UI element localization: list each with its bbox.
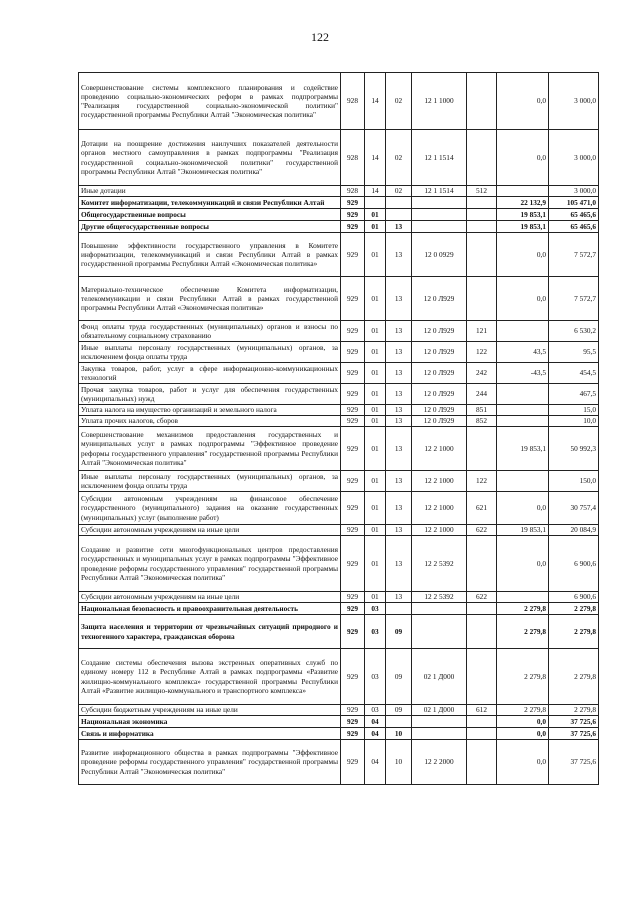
amount-total-cell: 2 279,8 [549,705,599,716]
ministry-code-cell: 929 [341,716,365,728]
target-article-cell [412,209,467,221]
amount-change-cell: 0,0 [497,492,549,525]
amount-total-cell: 6 900,6 [549,536,599,592]
ministry-code-cell: 929 [341,384,365,405]
target-article-cell: 12 0 Л929 [412,277,467,321]
amount-change-cell [497,405,549,416]
subsection-code-cell: 10 [386,728,412,740]
amount-change-cell [497,471,549,492]
target-article-cell: 12 0 Л929 [412,321,467,342]
row-name-cell: Уплата налога на имущество организаций и земельного налога [79,405,341,416]
ministry-code-cell: 929 [341,233,365,277]
amount-change-cell: 2 279,8 [497,705,549,716]
amount-change-cell: 2 279,8 [497,649,549,705]
target-article-cell: 12 0 Л929 [412,363,467,384]
row-name-cell: Иные выплаты персоналу государственных (муниципальных) органов, за исключением фонда оплаты труда [79,342,341,363]
section-code-cell: 01 [365,405,386,416]
amount-total-cell: 3 000,0 [549,130,599,186]
amount-total-cell: 3 000,0 [549,186,599,197]
section-code-cell: 01 [365,342,386,363]
amount-total-cell: 2 279,8 [549,603,599,615]
row-name-cell: Субсидии автономным учреждениям на иные цели [79,525,341,536]
ministry-code-cell: 929 [341,277,365,321]
target-article-cell [412,197,467,209]
subsection-code-cell [386,209,412,221]
table-row [79,197,599,209]
expense-type-cell [467,615,497,649]
amount-change-cell: 19 853,1 [497,221,549,233]
amount-change-cell: -43,5 [497,363,549,384]
subsection-code-cell: 13 [386,427,412,471]
amount-change-cell: 0,0 [497,740,549,785]
subsection-code-cell: 02 [386,186,412,197]
expense-type-cell: 122 [467,471,497,492]
section-code-cell: 03 [365,705,386,716]
amount-total-cell: 2 279,8 [549,649,599,705]
amount-total-cell: 37 725,6 [549,740,599,785]
table-row [79,471,599,492]
amount-total-cell: 105 471,0 [549,197,599,209]
amount-total-cell: 7 572,7 [549,277,599,321]
table-body [79,73,599,785]
ministry-code-cell: 929 [341,471,365,492]
amount-total-cell: 150,0 [549,471,599,492]
expense-type-cell: 244 [467,384,497,405]
section-code-cell: 03 [365,649,386,705]
section-code-cell: 01 [365,363,386,384]
amount-change-cell [497,416,549,427]
target-article-cell: 12 2 2000 [412,740,467,785]
table-row [79,603,599,615]
ministry-code-cell: 929 [341,525,365,536]
amount-total-cell: 20 084,9 [549,525,599,536]
row-name-cell: Совершенствование механизмов предоставления государственных и муниципальных услуг в рамках подпрограммы "Эффективное проведение реформы государственного управления" государственной программы Республики Алтай "Экономическая политика" [79,427,341,471]
subsection-code-cell: 10 [386,740,412,785]
target-article-cell: 12 0 0929 [412,233,467,277]
target-article-cell: 12 2 5392 [412,592,467,603]
row-name-cell: Прочая закупка товаров, работ и услуг для обеспечения государственных (муниципальных) нужд [79,384,341,405]
ministry-code-cell: 929 [341,728,365,740]
section-code-cell: 03 [365,603,386,615]
amount-change-cell: 2 279,8 [497,615,549,649]
table-row [79,592,599,603]
amount-change-cell [497,321,549,342]
section-code-cell: 04 [365,728,386,740]
expense-type-cell [467,197,497,209]
target-article-cell: 12 0 Л929 [412,342,467,363]
target-article-cell: 12 0 Л929 [412,416,467,427]
table-row [79,342,599,363]
section-code-cell: 01 [365,471,386,492]
target-article-cell [412,716,467,728]
expense-type-cell: 121 [467,321,497,342]
target-article-cell [412,728,467,740]
target-article-cell [412,221,467,233]
row-name-cell: Субсидии автономным учреждениям на финансовое обеспечение государственного (муниципального) задания на оказание государственных (муниципальных) услуг (выполнение работ) [79,492,341,525]
subsection-code-cell: 13 [386,221,412,233]
table-row [79,649,599,705]
amount-change-cell: 19 853,1 [497,427,549,471]
subsection-code-cell: 13 [386,384,412,405]
subsection-code-cell: 09 [386,615,412,649]
amount-total-cell: 37 725,6 [549,728,599,740]
row-name-cell: Развитие информационного общества в рамках подпрограммы "Эффективное проведение реформы государственного управления" государственной программы Республики Алтай "Экономическая политика" [79,740,341,785]
amount-total-cell: 95,5 [549,342,599,363]
table-row [79,705,599,716]
amount-change-cell [497,186,549,197]
ministry-code-cell: 929 [341,321,365,342]
row-name-cell: Повышение эффективности государственного управления в Комитете информатизации, телекоммуникаций и связи Республики Алтай в рамках государственной программы Республики Алтай «Экономическая политика» [79,233,341,277]
section-code-cell: 04 [365,740,386,785]
target-article-cell: 12 2 1000 [412,427,467,471]
amount-change-cell: 0,0 [497,130,549,186]
ministry-code-cell: 929 [341,363,365,384]
amount-total-cell: 3 000,0 [549,73,599,130]
table-row [79,728,599,740]
amount-change-cell [497,384,549,405]
subsection-code-cell: 13 [386,592,412,603]
section-code-cell: 01 [365,427,386,471]
section-code-cell: 01 [365,321,386,342]
table-row [79,716,599,728]
ministry-code-cell: 929 [341,705,365,716]
subsection-code-cell: 13 [386,277,412,321]
amount-total-cell: 30 757,4 [549,492,599,525]
expense-type-cell [467,740,497,785]
section-code-cell [365,197,386,209]
expense-type-cell: 242 [467,363,497,384]
amount-change-cell: 0,0 [497,277,549,321]
ministry-code-cell: 929 [341,416,365,427]
subsection-code-cell: 13 [386,363,412,384]
amount-total-cell: 37 725,6 [549,716,599,728]
section-code-cell: 01 [365,536,386,592]
expense-type-cell [467,73,497,130]
row-name-cell: Субсидии бюджетным учреждениям на иные цели [79,705,341,716]
amount-total-cell: 467,5 [549,384,599,405]
table-row [79,209,599,221]
subsection-code-cell [386,603,412,615]
subsection-code-cell: 09 [386,705,412,716]
row-name-cell: Национальная экономика [79,716,341,728]
expense-type-cell: 852 [467,416,497,427]
ministry-code-cell: 929 [341,209,365,221]
expense-type-cell: 512 [467,186,497,197]
section-code-cell: 03 [365,615,386,649]
ministry-code-cell: 929 [341,405,365,416]
expense-type-cell: 622 [467,592,497,603]
expense-type-cell [467,277,497,321]
section-code-cell: 14 [365,130,386,186]
target-article-cell: 02 1 Д000 [412,705,467,716]
amount-total-cell: 10,0 [549,416,599,427]
amount-change-cell [497,592,549,603]
target-article-cell: 12 2 5392 [412,536,467,592]
expense-type-cell: 122 [467,342,497,363]
table-row [79,405,599,416]
ministry-code-cell: 929 [341,740,365,785]
ministry-code-cell: 929 [341,342,365,363]
subsection-code-cell: 13 [386,492,412,525]
table-row [79,536,599,592]
page-number: 122 [311,30,329,44]
section-code-cell: 01 [365,221,386,233]
ministry-code-cell: 928 [341,186,365,197]
table-row [79,384,599,405]
amount-change-cell: 43,5 [497,342,549,363]
expense-type-cell [467,536,497,592]
table-row [79,427,599,471]
subsection-code-cell: 13 [386,525,412,536]
ministry-code-cell: 929 [341,221,365,233]
ministry-code-cell: 929 [341,615,365,649]
row-name-cell: Комитет информатизации, телекоммуникаций и связи Республики Алтай [79,197,341,209]
target-article-cell: 12 2 1000 [412,471,467,492]
table-row [79,525,599,536]
table-row [79,130,599,186]
table-row [79,740,599,785]
table-row [79,186,599,197]
amount-change-cell: 0,0 [497,536,549,592]
section-code-cell: 01 [365,416,386,427]
ministry-code-cell: 929 [341,492,365,525]
expense-type-cell [467,603,497,615]
amount-total-cell: 2 279,8 [549,615,599,649]
section-code-cell: 01 [365,384,386,405]
target-article-cell [412,615,467,649]
target-article-cell: 12 2 1000 [412,525,467,536]
subsection-code-cell: 13 [386,536,412,592]
expense-type-cell: 621 [467,492,497,525]
table-row [79,277,599,321]
subsection-code-cell: 02 [386,73,412,130]
amount-change-cell: 0,0 [497,233,549,277]
amount-total-cell: 6 900,6 [549,592,599,603]
ministry-code-cell: 929 [341,603,365,615]
amount-change-cell: 0,0 [497,73,549,130]
target-article-cell: 12 0 Л929 [412,384,467,405]
expense-type-cell [467,130,497,186]
ministry-code-cell: 928 [341,73,365,130]
row-name-cell: Национальная безопасность и правоохранительная деятельность [79,603,341,615]
table-row [79,492,599,525]
target-article-cell [412,603,467,615]
table-row [79,363,599,384]
section-code-cell: 01 [365,492,386,525]
amount-change-cell: 2 279,8 [497,603,549,615]
amount-change-cell: 19 853,1 [497,525,549,536]
subsection-code-cell: 02 [386,130,412,186]
table-row [79,73,599,130]
row-name-cell: Защита населения и территории от чрезвычайных ситуаций природного и техногенного характера, гражданская оборона [79,615,341,649]
amount-total-cell: 15,0 [549,405,599,416]
expense-type-cell: 851 [467,405,497,416]
target-article-cell: 12 1 1000 [412,73,467,130]
expense-type-cell: 622 [467,525,497,536]
amount-total-cell: 454,5 [549,363,599,384]
subsection-code-cell: 13 [386,471,412,492]
row-name-cell: Совершенствование системы комплексного планирования и содействие проведению социально-экономических реформ в рамках подпрограммы "Реализация государственной социально-экономической политики" государственной программы Республики Алтай "Экономическая политика" [79,73,341,130]
row-name-cell: Другие общегосударственные вопросы [79,221,341,233]
target-article-cell: 12 1 1514 [412,130,467,186]
amount-total-cell: 65 465,6 [549,221,599,233]
subsection-code-cell: 13 [386,405,412,416]
section-code-cell: 14 [365,73,386,130]
row-name-cell: Уплата прочих налогов, сборов [79,416,341,427]
amount-total-cell: 6 530,2 [549,321,599,342]
amount-total-cell: 65 465,6 [549,209,599,221]
ministry-code-cell: 929 [341,536,365,592]
amount-change-cell: 19 853,1 [497,209,549,221]
amount-change-cell: 22 132,9 [497,197,549,209]
table-row [79,615,599,649]
expense-type-cell [467,427,497,471]
row-name-cell: Иные выплаты персоналу государственных (муниципальных) органов, за исключением фонда оплаты труда [79,471,341,492]
subsection-code-cell: 13 [386,321,412,342]
target-article-cell: 02 1 Д000 [412,649,467,705]
amount-total-cell: 7 572,7 [549,233,599,277]
section-code-cell: 01 [365,525,386,536]
amount-change-cell: 0,0 [497,716,549,728]
ministry-code-cell: 929 [341,649,365,705]
amount-change-cell: 0,0 [497,728,549,740]
expense-type-cell [467,221,497,233]
target-article-cell: 12 1 1514 [412,186,467,197]
table-row [79,233,599,277]
row-name-cell: Связь и информатика [79,728,341,740]
section-code-cell: 01 [365,209,386,221]
ministry-code-cell: 929 [341,427,365,471]
table-row [79,221,599,233]
subsection-code-cell: 13 [386,342,412,363]
ministry-code-cell: 929 [341,197,365,209]
budget-table [78,72,599,785]
subsection-code-cell: 09 [386,649,412,705]
row-name-cell: Дотации на поощрение достижения наилучших показателей деятельности органов местного самоуправления в рамках подпрограммы "Реализация государственной социально-экономической политики" государственной программы Республики Алтай "Экономическая политика" [79,130,341,186]
row-name-cell: Закупка товаров, работ, услуг в сфере информационно-коммуникационных технологий [79,363,341,384]
section-code-cell: 01 [365,233,386,277]
amount-total-cell: 50 992,3 [549,427,599,471]
expense-type-cell [467,209,497,221]
ministry-code-cell: 928 [341,130,365,186]
table-row [79,321,599,342]
expense-type-cell [467,233,497,277]
target-article-cell: 12 0 Л929 [412,405,467,416]
row-name-cell: Общегосударственные вопросы [79,209,341,221]
row-name-cell: Создание системы обеспечения вызова экстренных оперативных служб по единому номеру 112 в Республике Алтай в рамках подпрограммы «Развитие жилищно-коммунального комплекса» государственной программы Республики Алтай «Развитие жилищно-коммунального и транспортного комплекса» [79,649,341,705]
ministry-code-cell: 929 [341,592,365,603]
row-name-cell: Субсидии автономным учреждениям на иные цели [79,592,341,603]
section-code-cell: 01 [365,592,386,603]
target-article-cell: 12 2 1000 [412,492,467,525]
subsection-code-cell: 13 [386,416,412,427]
expense-type-cell: 612 [467,705,497,716]
row-name-cell: Иные дотации [79,186,341,197]
section-code-cell: 04 [365,716,386,728]
table-row [79,416,599,427]
row-name-cell: Фонд оплаты труда государственных (муниципальных) органов и взносы по обязательному социальному страхованию [79,321,341,342]
subsection-code-cell [386,197,412,209]
row-name-cell: Создание и развитие сети многофункциональных центров предоставления государственных и муниципальных услуг в рамках подпрограммы "Эффективное проведение реформы государственного управления" государственной программы Республики Алтай "Экономическая политика" [79,536,341,592]
expense-type-cell [467,649,497,705]
row-name-cell: Материально-техническое обеспечение Комитета информатизации, телекоммуникации и связи Республики Алтай в рамках государственной программы Республики Алтай «Экономическая политика» [79,277,341,321]
subsection-code-cell [386,716,412,728]
expense-type-cell [467,728,497,740]
section-code-cell: 01 [365,277,386,321]
section-code-cell: 14 [365,186,386,197]
expense-type-cell [467,716,497,728]
subsection-code-cell: 13 [386,233,412,277]
